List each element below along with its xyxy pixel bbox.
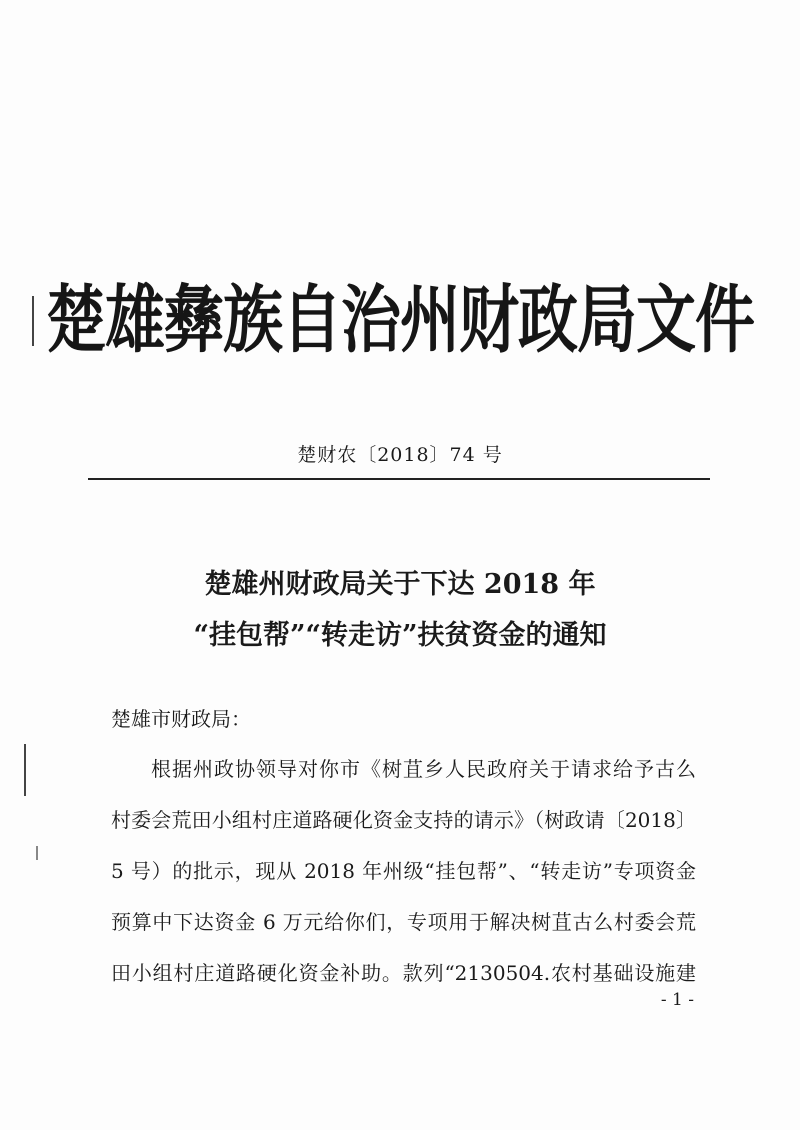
body-line-1: 根据州政协领导对你市《树苴乡人民政府关于请求给予古么 (151, 757, 696, 781)
scan-mark-middle (24, 744, 26, 796)
body-line-5: 田小组村庄道路硬化资金补助。款列“2130504.农村基础设施建 (111, 961, 696, 985)
notice-title-line-2: “挂包帮”“转走访”扶贫资金的通知 (193, 620, 607, 651)
body-line-2: 村委会荒田小组村庄道路硬化资金支持的请示》（树政请〔2018〕 (111, 808, 696, 832)
body-line-4: 预算中下达资金 6 万元给你们，专项用于解决树苴古么村委会荒 (111, 910, 696, 934)
scan-mark-dot (36, 846, 38, 860)
document-number: 楚财农〔2018〕74 号 (297, 444, 503, 466)
body-line-3: 5 号）的批示，现从 2018 年州级“挂包帮”、“转走访”专项资金 (111, 859, 696, 883)
header-divider (88, 478, 710, 480)
page-number: - 1 - (660, 990, 694, 1010)
notice-title-line-1: 楚雄州财政局关于下达 2018 年 (204, 569, 596, 600)
recipient: 楚雄市财政局： (111, 707, 251, 731)
document-header-title: 楚雄彝族自治州财政局文件 (46, 277, 754, 364)
